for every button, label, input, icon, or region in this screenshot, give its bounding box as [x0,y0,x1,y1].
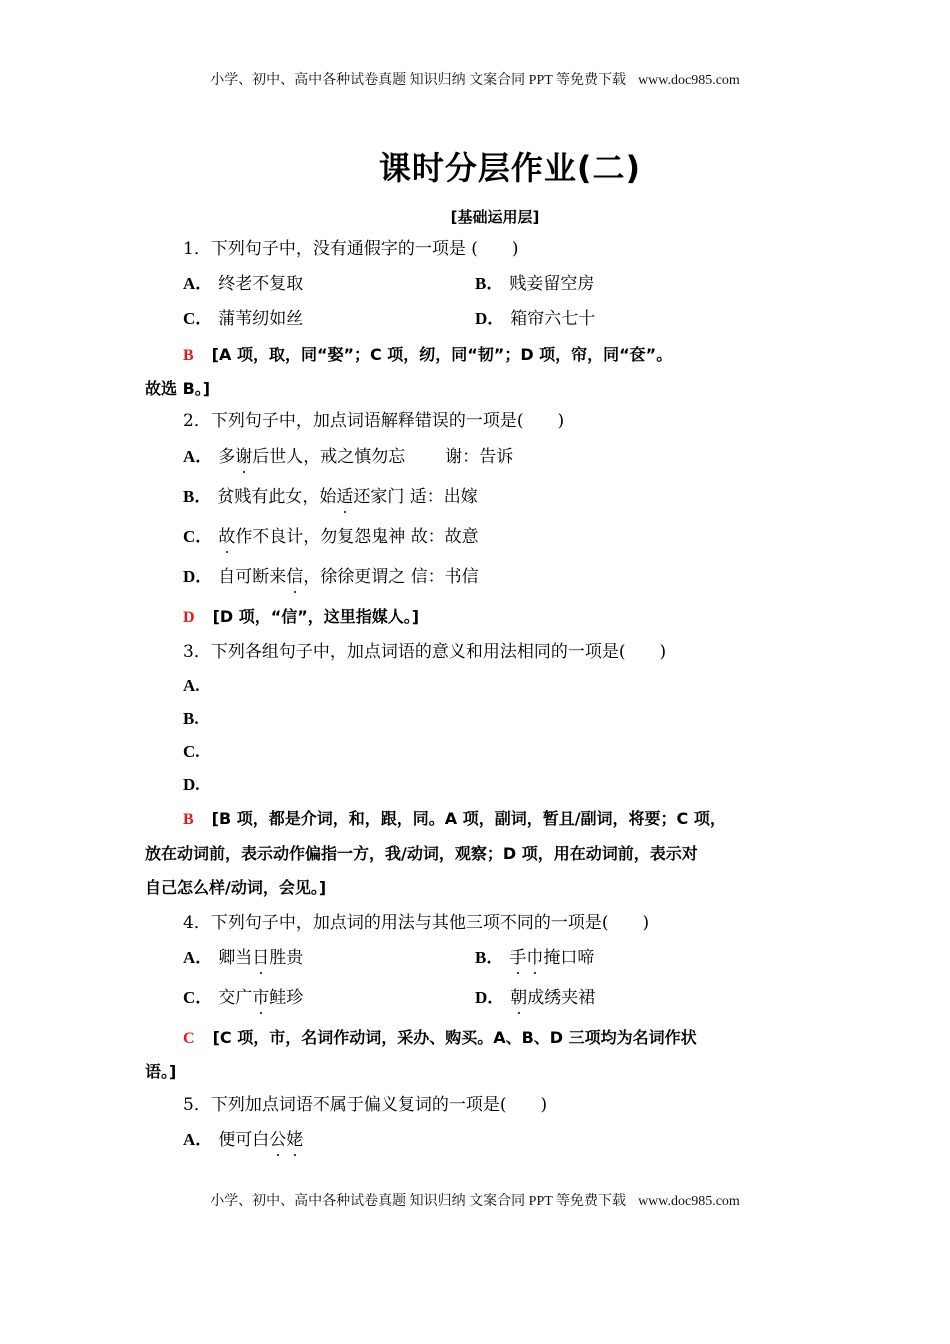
q2-option-a [183,446,513,468]
emphasized-char: 适 [336,487,354,507]
answer-key: C [183,1030,195,1047]
question-4-stem: 4．下列句子中，加点词的用法与其他三项不同的一项是( ) [183,913,650,933]
option-label: D． [475,988,505,1007]
page-footer [0,1190,950,1210]
option-label: A． [183,274,213,293]
emphasized-char: 谢 [235,447,253,467]
option-text: 交广 [218,988,253,1008]
q4-option-a [183,947,303,969]
emphasized-char: 朝 [510,988,528,1008]
option-text: 终老不复取 [218,274,304,294]
emphasized-char: 信 [286,567,304,587]
emphasized-char: 姥 [286,1130,304,1150]
footer-text: 小学、初中、高中各种试卷真题 知识归纳 文案合同 PPT 等免费下载 [210,1194,627,1209]
option-text: 蒲苇纫如丝 [218,309,304,329]
header-url: www.doc985.com [638,73,740,88]
option-text: 成绣夹裙 [527,988,596,1008]
emphasized-char: 市 [252,988,270,1008]
option-gloss: 适：出嫁 [409,487,478,507]
q2-option-c [183,526,479,548]
option-label: A． [183,1130,213,1149]
q3-option-b: B. [183,709,199,728]
option-text: 贱妾留空房 [509,274,595,294]
option-gloss: 故：故意 [410,527,479,547]
q1-answer-cont: 故选 B。] [145,379,211,398]
option-text: 箱帘六七十 [510,309,596,329]
option-label: A． [183,948,213,967]
option-text: 作不良计，勿复怨鬼神 [235,527,406,547]
option-label: B． [475,274,504,293]
option-text: 后世人，戒之慎勿忘 [252,447,406,467]
q3-option-a: A. [183,676,200,695]
q1-option-a [183,273,303,295]
header-text: 小学、初中、高中各种试卷真题 知识归纳 文案合同 PPT 等免费下载 [210,73,627,88]
answer-explanation: [D 项，“信”，这里指媒人。] [212,607,420,626]
q1-option-b [475,273,594,295]
answer-key: D [183,609,195,626]
option-text: ，徐徐更谓之 [303,567,406,587]
option-text: 多 [218,447,236,467]
q4-option-b [475,947,594,969]
option-gloss: 信：书信 [410,567,479,587]
page-title: 课时分层作业(二) [378,149,642,187]
section-title: [基础运用层] [450,208,540,226]
emphasized-char: 日 [252,948,270,968]
page-header [0,69,950,89]
option-text: 自可断来 [218,567,287,587]
option-text: 还家门 [353,487,405,507]
emphasized-char: 巾 [526,948,544,968]
question-5-stem: 5．下列加点词语不属于偏义复词的一项是( ) [183,1095,548,1115]
emphasized-char: 公 [269,1130,287,1150]
option-label: C． [183,309,213,328]
option-text: 胜贵 [269,948,304,968]
q3-answer-cont-1: 放在动词前，表示动作偏指一方，我/动词，观察；D 项，用在动词前，表示对 [145,844,698,863]
option-label: A． [183,447,213,466]
q4-answer-cont: 语。] [145,1062,177,1081]
q1-option-d [475,308,595,330]
question-3-stem: 3．下列各组句子中，加点词语的意义和用法相同的一项是( ) [183,642,667,662]
q4-option-c [183,987,303,1009]
option-label: B． [183,487,212,506]
option-text: 便可白 [218,1130,270,1150]
emphasized-char: 故 [218,527,236,547]
answer-explanation: [C 项，市，名词作动词，采办、购买。A、B、D 三项均为名词作状 [212,1028,697,1047]
question-2-stem: 2．下列句子中，加点词语解释错误的一项是( ) [183,411,565,431]
option-text: 卿当 [218,948,253,968]
q3-answer-cont-2: 自己怎么样/动词，会见。] [145,878,327,897]
q1-option-c [183,308,303,330]
answer-key: B [183,811,194,828]
footer-url: www.doc985.com [638,1194,740,1209]
answer-explanation: [B 项，都是介词，和，跟，同。A 项，副词，暂且/副词，将要；C 项， [211,809,726,828]
option-text: 贫贱有此女，始 [217,487,337,507]
option-label: C． [183,527,213,546]
option-gloss: 谢：告诉 [445,447,514,467]
answer-key: B [183,347,194,364]
q5-option-a [183,1129,303,1151]
option-label: D． [183,567,213,586]
q2-answer [183,606,419,629]
question-1-stem: 1．下列句子中，没有通假字的一项是 ( ) [183,239,519,259]
option-text: 鲑珍 [269,988,304,1008]
option-label: C． [183,988,213,1007]
q3-answer [183,808,726,831]
q3-option-c: C. [183,742,200,761]
emphasized-char: 手 [509,948,527,968]
answer-explanation: [A 项，取，同“娶”；C 项，纫，同“韧”；D 项，帘，同“奁”。 [211,345,673,364]
q2-option-d [183,566,479,588]
q2-option-b [183,486,478,508]
q4-answer [183,1027,697,1050]
option-label: B． [475,948,504,967]
q4-option-d [475,987,595,1009]
option-text: 掩口啼 [543,948,595,968]
option-label: D． [475,309,505,328]
q1-answer [183,344,672,367]
q3-option-d: D. [183,775,200,794]
